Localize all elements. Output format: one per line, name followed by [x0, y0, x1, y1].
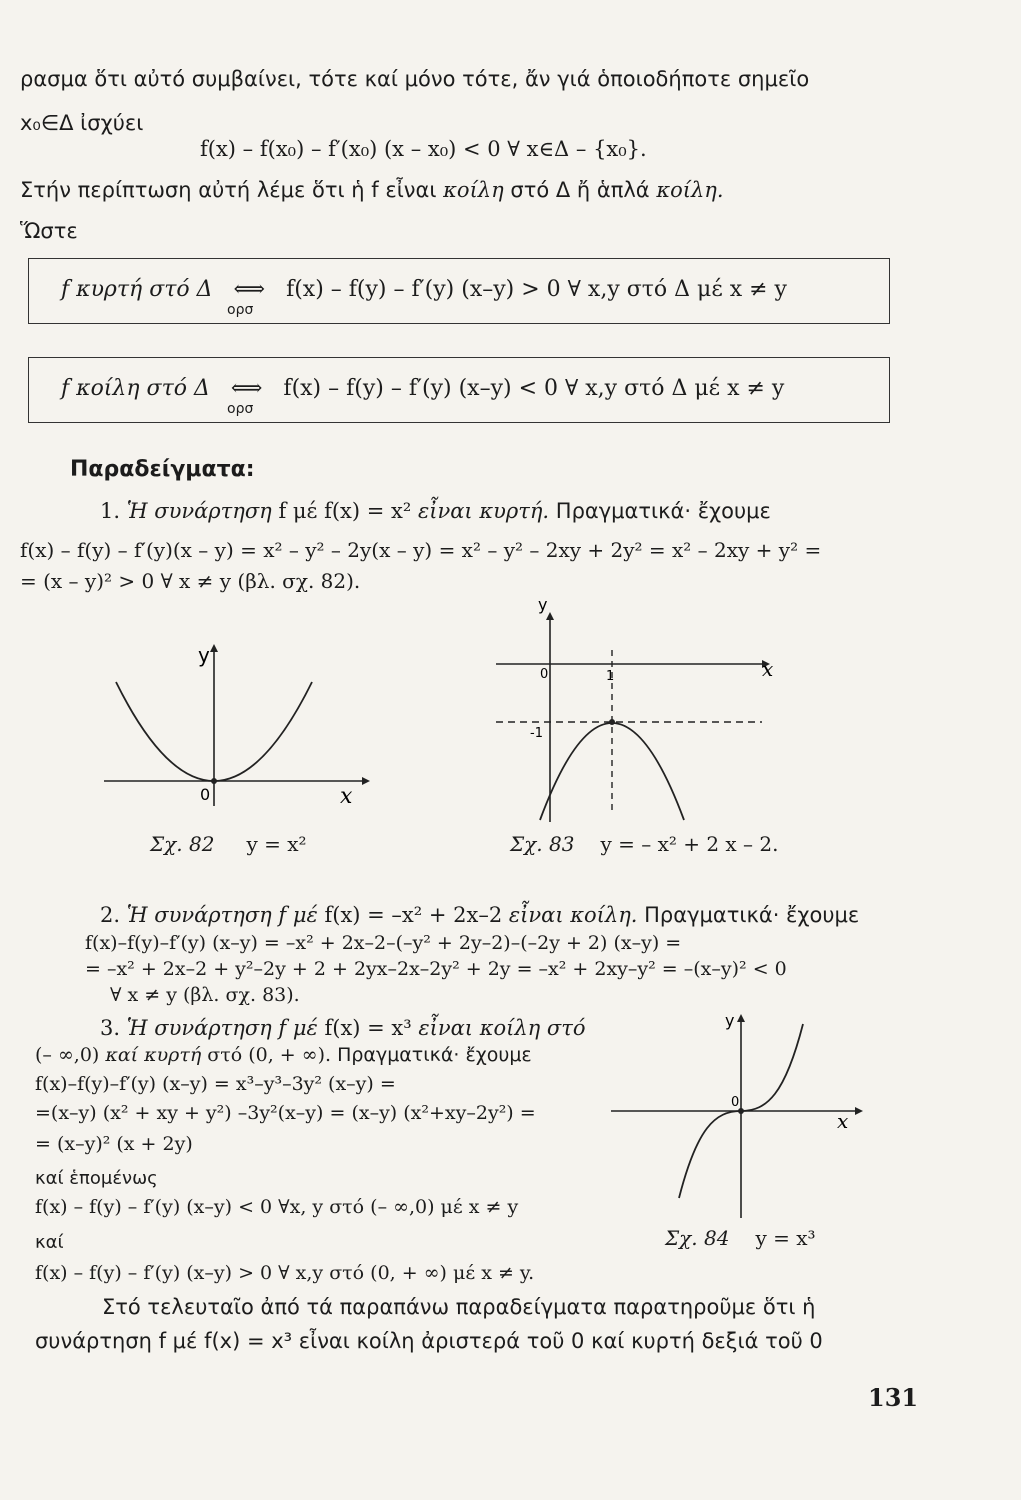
definition-convex-arrow-label: ορσ [227, 302, 254, 318]
fig82-origin-dot [211, 778, 217, 784]
intro-line-3-text: Στήν περίπτωση αὐτή λέμε ὅτι ἡ f εἶναι [20, 178, 444, 202]
fig82-x-arrow [362, 777, 370, 785]
fig84-x-arrow [855, 1107, 863, 1115]
example-1-number: 1. [100, 499, 121, 523]
example-3-line-8: καί [35, 1232, 64, 1253]
fig84-caption-equation: y = x³ [755, 1226, 816, 1250]
example-1-tail: Πραγματικά· ἔχουμε [549, 499, 771, 523]
example-2-line-3: = –x² + 2x–2 + y²–2y + 2 + 2yx–2x–2y² + 2y = –x² + 2xy–y² = –(x–y)² < 0 [85, 958, 787, 980]
example-2-tail: Πραγματικά· ἔχουμε [637, 903, 860, 927]
intro-line-3-term2: κοίλη. [656, 178, 724, 202]
fig84-y-label: y [725, 1011, 735, 1030]
intro-line-1: ρασμα ὅτι αὐτό συμβαίνει, τότε καί μόνο τότε, ἄν γιά ὁποιοδήποτε σημεῖο [20, 67, 810, 91]
example-3-line-5: = (x–y)² (x + 2y) [35, 1133, 193, 1155]
fig84-caption [665, 1226, 816, 1250]
example-2-claim: εἶναι κοίλη. [508, 903, 638, 927]
figure-83 [478, 600, 778, 825]
fig82-caption-label: Σχ. 82 [150, 832, 215, 856]
fig83-caption-equation: y = – x² + 2 x – 2. [600, 832, 779, 856]
definition-concave-body: f(x) – f(y) – f′(y) (x–y) < 0 ∀ x,y στό Δ μέ x ≠ y [283, 376, 785, 401]
fig83-caption-label: Σχ. 83 [510, 832, 575, 856]
example-3-line-2 [35, 1042, 532, 1068]
example-2-function: f(x) = –x² + 2x–2 [317, 903, 509, 927]
intro-line-2: x₀∈Δ ἰσχύει [20, 111, 144, 135]
fig82-caption [150, 832, 307, 856]
fig83-origin-label: 0 [540, 667, 549, 682]
example-1-line-2: f(x) – f(y) – f′(y)(x – y) = x² – y² – 2y(x – y) = x² – y² – 2xy + 2y² = x² – 2xy + y² = [20, 538, 822, 562]
fig82-caption-equation: y = x² [246, 832, 307, 856]
example-3-line-7: f(x) – f(y) – f′(y) (x–y) < 0 ∀x, y στό (– ∞,0) μέ x ≠ y [35, 1196, 519, 1218]
example-3-line-1 [100, 1015, 586, 1041]
page-number: 131 [868, 1383, 919, 1412]
fig84-y-arrow [737, 1014, 745, 1022]
intro-line-3-term: κοίλη [443, 178, 504, 202]
definition-concave-box [28, 357, 890, 423]
conclusion-line-1: Στό τελευταῖο ἀπό τά παραπάνω παραδείγματα παρατηροῦμε ὅτι ἡ [102, 1295, 816, 1319]
conclusion-line-2: συνάρτηση f μέ f(x) = x³ εἶναι κοίλη ἀριστερά τοῦ 0 καί κυρτή δεξιά τοῦ 0 [35, 1329, 823, 1353]
definition-convex-arrow: ⟺ [233, 277, 266, 302]
fig84-origin-label: 0 [731, 1095, 740, 1110]
figure-84 [605, 1008, 875, 1223]
example-3-tail: Πραγματικά· ἔχουμε [337, 1044, 532, 1066]
example-2-line-1 [100, 902, 859, 928]
example-3-italic: Ἡ συνάρτηση f μέ [126, 1016, 318, 1040]
fig83-x-label: x [762, 657, 774, 681]
intro-line-3-mid: στό Δ ἤ ἁπλά [503, 178, 657, 202]
fig83-caption [510, 832, 779, 856]
definition-concave-name: f κοίλη στό Δ [61, 376, 210, 401]
fig84-caption-label: Σχ. 84 [665, 1226, 730, 1250]
fig84-x-label: x [837, 1109, 849, 1133]
fig83-tick-minus-1: -1 [530, 726, 543, 741]
fig82-y-arrow [210, 644, 218, 652]
example-2-line-2: f(x)–f(y)–f′(y) (x–y) = –x² + 2x–2–(–y² + 2y–2)–(–2y + 2) (x–y) = [85, 932, 682, 954]
example-2-italic: Ἡ συνάρτηση f μέ [126, 903, 318, 927]
intro-formula: f(x) – f(x₀) – f′(x₀) (x – x₀) < 0 ∀ x∈Δ – {x₀}. [200, 137, 647, 161]
definition-concave-arrow-label: ορσ [227, 401, 254, 417]
example-1-italic: Ἡ συνάρτηση [126, 499, 272, 523]
intro-line-3 [20, 177, 724, 203]
example-3-line-3: f(x)–f(y)–f′(y) (x–y) = x³–y³–3y² (x–y) = [35, 1073, 396, 1095]
example-3-interval-2: στό (0, + ∞). [201, 1044, 338, 1066]
example-1-line-3: = (x – y)² > 0 ∀ x ≠ y (βλ. σχ. 82). [20, 569, 361, 593]
example-1-function: f μέ f(x) = x² [271, 499, 418, 523]
definition-convex-name: f κυρτή στό Δ [61, 277, 213, 302]
example-3-function: f(x) = x³ [317, 1016, 419, 1040]
examples-heading: Παραδείγματα: [70, 457, 255, 482]
example-3-line-4: =(x–y) (x² + xy + y²) –3y²(x–y) = (x–y) (x²+xy–2y²) = [35, 1102, 536, 1124]
example-3-line-6: καί ἑπομένως [35, 1168, 158, 1189]
fig83-y-label: y [538, 600, 548, 614]
example-1-claim: εἶναι κυρτή. [417, 499, 550, 523]
definition-concave [61, 376, 784, 401]
hoste: Ὥστε [20, 219, 78, 243]
definition-convex-box [28, 258, 890, 324]
example-3-claim: εἶναι κοίλη στό [418, 1016, 586, 1040]
example-3-line-9: f(x) – f(y) – f′(y) (x–y) > 0 ∀ x,y στό (0, + ∞) μέ x ≠ y. [35, 1262, 535, 1284]
definition-concave-arrow: ⟺ [230, 376, 263, 401]
fig83-vertex-dot [609, 719, 615, 725]
example-3-interval: (– ∞,0) [35, 1044, 106, 1066]
fig83-tick-1: 1 [606, 669, 615, 684]
figure-82 [100, 640, 370, 810]
example-1-line-1 [100, 498, 771, 524]
definition-convex [61, 277, 787, 302]
example-2-line-4: ∀ x ≠ y (βλ. σχ. 83). [110, 984, 300, 1006]
example-2-number: 2. [100, 903, 121, 927]
definition-convex-body: f(x) – f(y) – f′(y) (x–y) > 0 ∀ x,y στό Δ μέ x ≠ y [286, 277, 787, 302]
example-3-number: 3. [100, 1016, 121, 1040]
fig82-x-label: x [340, 784, 353, 809]
example-3-convex-term: καί κυρτή [105, 1044, 202, 1066]
fig82-y-label: y [198, 643, 210, 667]
fig82-origin-label: 0 [200, 785, 211, 804]
